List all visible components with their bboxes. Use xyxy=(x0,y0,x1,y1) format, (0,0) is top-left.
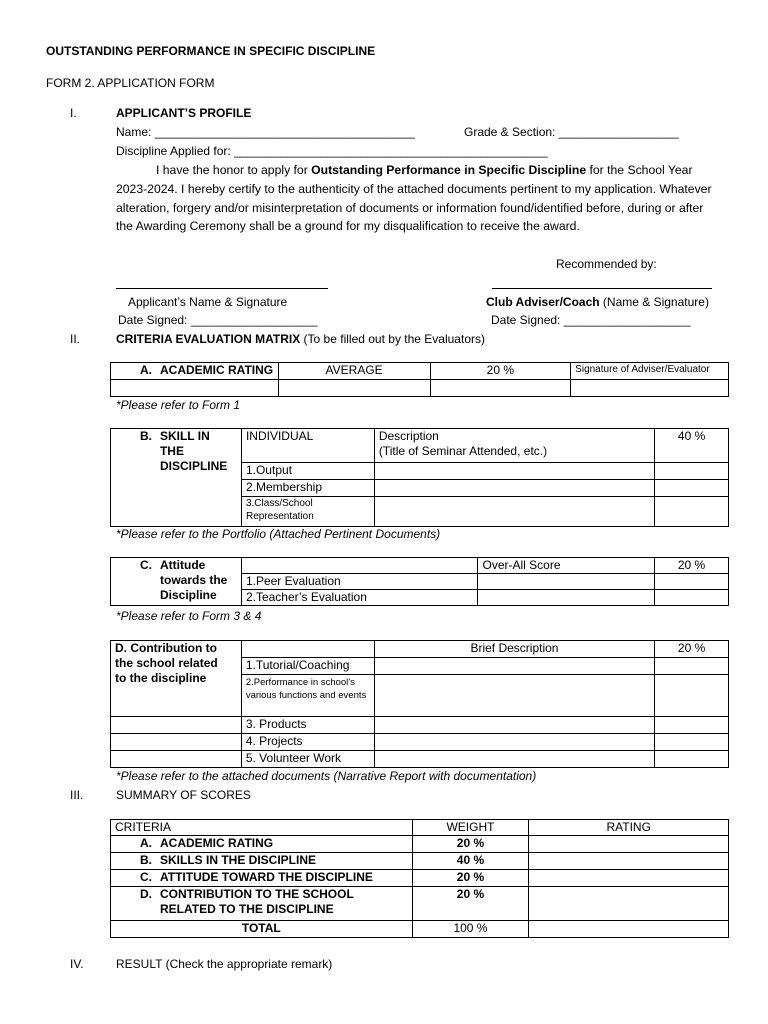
summary-rating-c-input[interactable] xyxy=(529,870,729,887)
discipline-field[interactable] xyxy=(116,144,548,158)
average-header: AVERAGE xyxy=(278,363,430,380)
discipline-blank: _______________________________________________ xyxy=(234,144,548,158)
contribution-products-score-input[interactable] xyxy=(655,717,729,734)
academic-signature-input[interactable] xyxy=(571,380,729,397)
section1-numeral: I. xyxy=(70,106,77,120)
section2-numeral: II. xyxy=(70,332,81,346)
certification-paragraph xyxy=(116,161,712,236)
contribution-blank-row5 xyxy=(111,751,242,768)
para-part2: for the School Year 2023-2024. I hereby certify to the authenticity of the attached documents pertinent to my application. Whatever alteration, forgery and/or misinterpretation of documents or information found/identified before, during or after the Awarding Ceremony shall be a ground for my disqualification to receive the award. xyxy=(116,163,712,234)
summary-criteria-d: CONTRIBUTION TO THE SCHOOL xyxy=(160,887,354,901)
summary-row-skills xyxy=(111,853,413,870)
summary-row-attitude xyxy=(111,870,413,887)
skill-representation-desc-input[interactable] xyxy=(374,497,654,527)
skill-representation-score-input[interactable] xyxy=(655,497,729,527)
table-summary-scores xyxy=(110,819,729,938)
summary-total-rating-input[interactable] xyxy=(529,921,729,938)
contribution-blank-header xyxy=(241,641,374,658)
skill-label-line1: SKILL IN THE xyxy=(159,429,210,458)
attitude-teacher-score-input[interactable] xyxy=(478,590,655,606)
contribution-volunteer-desc-input[interactable] xyxy=(374,751,654,768)
summary-row-academic xyxy=(111,836,413,853)
contribution-label-line3: to the discipline xyxy=(115,671,207,685)
skill-output-score-input[interactable] xyxy=(655,463,729,480)
skill-row-output: 1.Output xyxy=(241,463,374,480)
skill-row-membership: 2.Membership xyxy=(241,480,374,497)
section2-heading-bold: CRITERIA EVALUATION MATRIX xyxy=(116,332,301,346)
attitude-label-line1: Attitude xyxy=(160,558,206,572)
brief-description-header: Brief Description xyxy=(374,641,654,658)
adviser-rest: (Name & Signature) xyxy=(599,295,709,309)
section3-heading: SUMMARY OF SCORES xyxy=(116,788,251,802)
contribution-row-projects: 4. Projects xyxy=(241,734,374,751)
contribution-blank-row3 xyxy=(111,717,242,734)
description-header xyxy=(374,429,654,463)
skill-label-cell xyxy=(111,429,242,527)
summary-letter-b: B. xyxy=(140,853,152,867)
summary-total-weight: 100 % xyxy=(412,921,529,938)
academic-label-cell xyxy=(111,363,279,380)
attitude-peer-weight-input[interactable] xyxy=(655,574,729,590)
contribution-products-desc-input[interactable] xyxy=(374,717,654,734)
date-signed-right[interactable]: Date Signed: ___________________ xyxy=(491,313,691,327)
summary-weight-d: 20 % xyxy=(412,887,529,921)
contribution-percent: 20 % xyxy=(655,641,729,658)
summary-letter-c: C. xyxy=(140,870,152,884)
academic-blank-1[interactable] xyxy=(111,380,279,397)
recommended-by: Recommended by: xyxy=(556,257,657,271)
summary-total-label: TOTAL xyxy=(111,921,413,938)
summary-header-weight: WEIGHT xyxy=(412,820,529,836)
summary-header-rating: RATING xyxy=(529,820,729,836)
adviser-bold: Club Adviser/Coach xyxy=(486,295,600,309)
table-skill-discipline xyxy=(110,428,729,527)
para-part1: I have the honor to apply for xyxy=(156,163,312,177)
section3-numeral: III. xyxy=(70,788,84,802)
section2-heading-rest: (To be filled out by the Evaluators) xyxy=(300,332,485,346)
description-line1: Description xyxy=(378,429,439,443)
academic-label: ACADEMIC RATING xyxy=(160,363,274,377)
summary-criteria-b: SKILLS IN THE DISCIPLINE xyxy=(160,853,317,867)
date-signed-left[interactable]: Date Signed: ___________________ xyxy=(118,313,318,327)
note-narrative: *Please refer to the attached documents (Narrative Report with documentation) xyxy=(116,769,537,783)
name-field[interactable] xyxy=(116,125,415,139)
summary-letter-d: D. xyxy=(140,887,152,901)
contribution-projects-score-input[interactable] xyxy=(655,734,729,751)
summary-row-contribution xyxy=(111,887,413,921)
applicant-signature-label: Applicant’s Name & Signature xyxy=(128,295,288,309)
attitude-row-teacher: 2.Teacher’s Evaluation xyxy=(241,590,478,606)
summary-criteria-d-line2: RELATED TO THE DISCIPLINE xyxy=(160,902,334,916)
contribution-performance-score-input[interactable] xyxy=(655,675,729,717)
skill-row-representation: 3.Class/School Representation xyxy=(241,497,374,527)
signature-header: Signature of Adviser/Evaluator xyxy=(571,363,729,380)
contribution-row-products: 3. Products xyxy=(241,717,374,734)
adviser-signature-label xyxy=(486,295,709,309)
attitude-label-cell xyxy=(111,558,242,606)
description-line2: (Title of Seminar Attended, etc.) xyxy=(378,444,548,458)
skill-label-line2: DISCIPLINE xyxy=(159,459,228,473)
contribution-tutorial-desc-input[interactable] xyxy=(374,658,654,675)
name-label: Name: xyxy=(116,125,155,139)
attitude-letter: C. xyxy=(140,558,152,572)
summary-rating-d-input[interactable] xyxy=(529,887,729,921)
skill-membership-score-input[interactable] xyxy=(655,480,729,497)
contribution-row-performance: 2.Performance in school’s various functions and events xyxy=(241,675,374,717)
section1-heading: APPLICANT’S PROFILE xyxy=(116,106,252,120)
summary-rating-b-input[interactable] xyxy=(529,853,729,870)
skill-letter: B. xyxy=(140,429,152,443)
attitude-blank-header xyxy=(241,558,478,574)
attitude-label-line3: Discipline xyxy=(160,588,217,602)
skill-output-desc-input[interactable] xyxy=(374,463,654,480)
summary-criteria-a: ACADEMIC RATING xyxy=(160,836,274,850)
note-form3-4: *Please refer to Form 3 & 4 xyxy=(116,609,262,623)
academic-letter: A. xyxy=(140,363,152,377)
overall-score-header: Over-All Score xyxy=(478,558,655,574)
table-attitude xyxy=(110,557,729,606)
contribution-projects-desc-input[interactable] xyxy=(374,734,654,751)
contribution-row-tutorial: 1.Tutorial/Coaching xyxy=(241,658,374,675)
summary-header-criteria: CRITERIA xyxy=(111,820,413,836)
contribution-row-volunteer: 5. Volunteer Work xyxy=(241,751,374,768)
academic-percent: 20 % xyxy=(430,363,571,380)
grade-blank: __________________ xyxy=(558,125,679,139)
form-title: FORM 2. APPLICATION FORM xyxy=(46,76,215,90)
summary-weight-a: 20 % xyxy=(412,836,529,853)
section4-heading: RESULT (Check the appropriate remark) xyxy=(116,957,333,971)
summary-weight-b: 40 % xyxy=(412,853,529,870)
individual-header: INDIVIDUAL xyxy=(241,429,374,463)
grade-section-field[interactable] xyxy=(464,125,679,139)
academic-score-input[interactable] xyxy=(430,380,571,397)
document-title: OUTSTANDING PERFORMANCE IN SPECIFIC DISCIPLINE xyxy=(46,44,376,58)
section2-heading xyxy=(116,332,485,346)
skill-membership-desc-input[interactable] xyxy=(374,480,654,497)
skill-percent: 40 % xyxy=(655,429,729,463)
grade-label: Grade & Section: xyxy=(464,125,559,139)
applicant-signature-line[interactable] xyxy=(116,288,328,289)
contribution-performance-desc-input[interactable] xyxy=(374,675,654,717)
note-form1: *Please refer to Form 1 xyxy=(116,398,241,412)
summary-rating-a-input[interactable] xyxy=(529,836,729,853)
attitude-percent: 20 % xyxy=(655,558,729,574)
summary-letter-a: A. xyxy=(140,836,152,850)
attitude-row-peer: 1.Peer Evaluation xyxy=(241,574,478,590)
contribution-label-cell xyxy=(111,641,242,717)
academic-average-input[interactable] xyxy=(278,380,430,397)
contribution-label-line1: D. Contribution to xyxy=(115,641,217,655)
attitude-label-line2: towards the xyxy=(160,573,228,587)
name-blank: _______________________________________ xyxy=(154,125,415,139)
attitude-teacher-weight-input[interactable] xyxy=(655,590,729,606)
discipline-label: Discipline Applied for: xyxy=(116,144,235,158)
adviser-signature-line[interactable] xyxy=(492,288,712,289)
table-academic-rating xyxy=(110,362,729,397)
section4-numeral: IV. xyxy=(70,957,84,971)
contribution-blank-row4 xyxy=(111,734,242,751)
table-contribution xyxy=(110,640,729,768)
contribution-tutorial-score-input[interactable] xyxy=(655,658,729,675)
attitude-peer-score-input[interactable] xyxy=(478,574,655,590)
para-bold: Outstanding Performance in Specific Discipline xyxy=(311,163,587,177)
note-portfolio: *Please refer to the Portfolio (Attached Pertinent Documents) xyxy=(116,527,441,541)
contribution-label-line2: the school related xyxy=(115,656,218,670)
summary-criteria-c: ATTITUDE TOWARD THE DISCIPLINE xyxy=(160,870,373,884)
summary-weight-c: 20 % xyxy=(412,870,529,887)
contribution-volunteer-score-input[interactable] xyxy=(655,751,729,768)
